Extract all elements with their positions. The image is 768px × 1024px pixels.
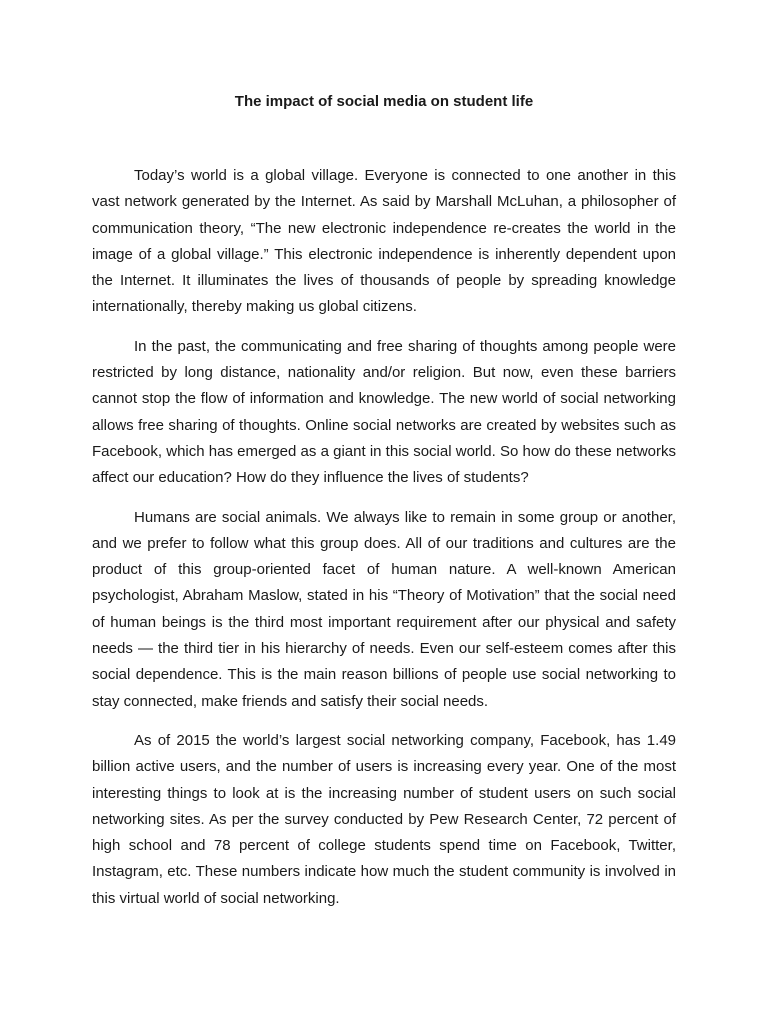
document-body bbox=[92, 163, 676, 925]
document-title: The impact of social media on student life bbox=[234, 93, 534, 110]
paragraph-4: As of 2015 the world’s largest social networking company, Facebook, has 1.49 billion active users, and the number of users is increasing every year. One of the most interesting things to look at is the increasing number of student users on such social networking sites. As per the survey conducted by Pew Research Center, 72 percent of high school and 78 percent of college students spend time on Facebook, Twitter, Instagram, etc. These numbers indicate how much the student community is involved in this virtual world of social networking. bbox=[92, 731, 676, 907]
paragraph-2: In the past, the communicating and free sharing of thoughts among people were restricted by long distance, nationality and/or religion. But now, even these barriers cannot stop the flow of information and knowledge. The new world of social networking allows free sharing of thoughts. Online social networks are created by websites such as Facebook, which has emerged as a giant in this social world. So how do these networks affect our education? How do they influence the lives of students? bbox=[92, 337, 676, 487]
paragraph-3: Humans are social animals. We always like to remain in some group or another, and we prefer to follow what this group does. All of our traditions and cultures are the product of this group-oriented facet of human nature. A well-known American psychologist, Abraham Maslow, stated in his “Theory of Motivation” that the social need of human beings is the third most important requirement after our physical and safety needs — the third tier in his hierarchy of needs. Even our self-esteem comes after this social dependence. This is the main reason billions of people use social networking to stay connected, make friends and satisfy their social needs. bbox=[92, 508, 676, 710]
paragraph-1: Today’s world is a global village. Everyone is connected to one another in this vast network generated by the Internet. As said by Marshall McLuhan, a philosopher of communication theory, “The new electronic independence re-creates the world in the image of a global village.” This electronic independence is inherently dependent upon the Internet. It illuminates the lives of thousands of people by spreading knowledge internationally, thereby making us global citizens. bbox=[92, 167, 676, 316]
